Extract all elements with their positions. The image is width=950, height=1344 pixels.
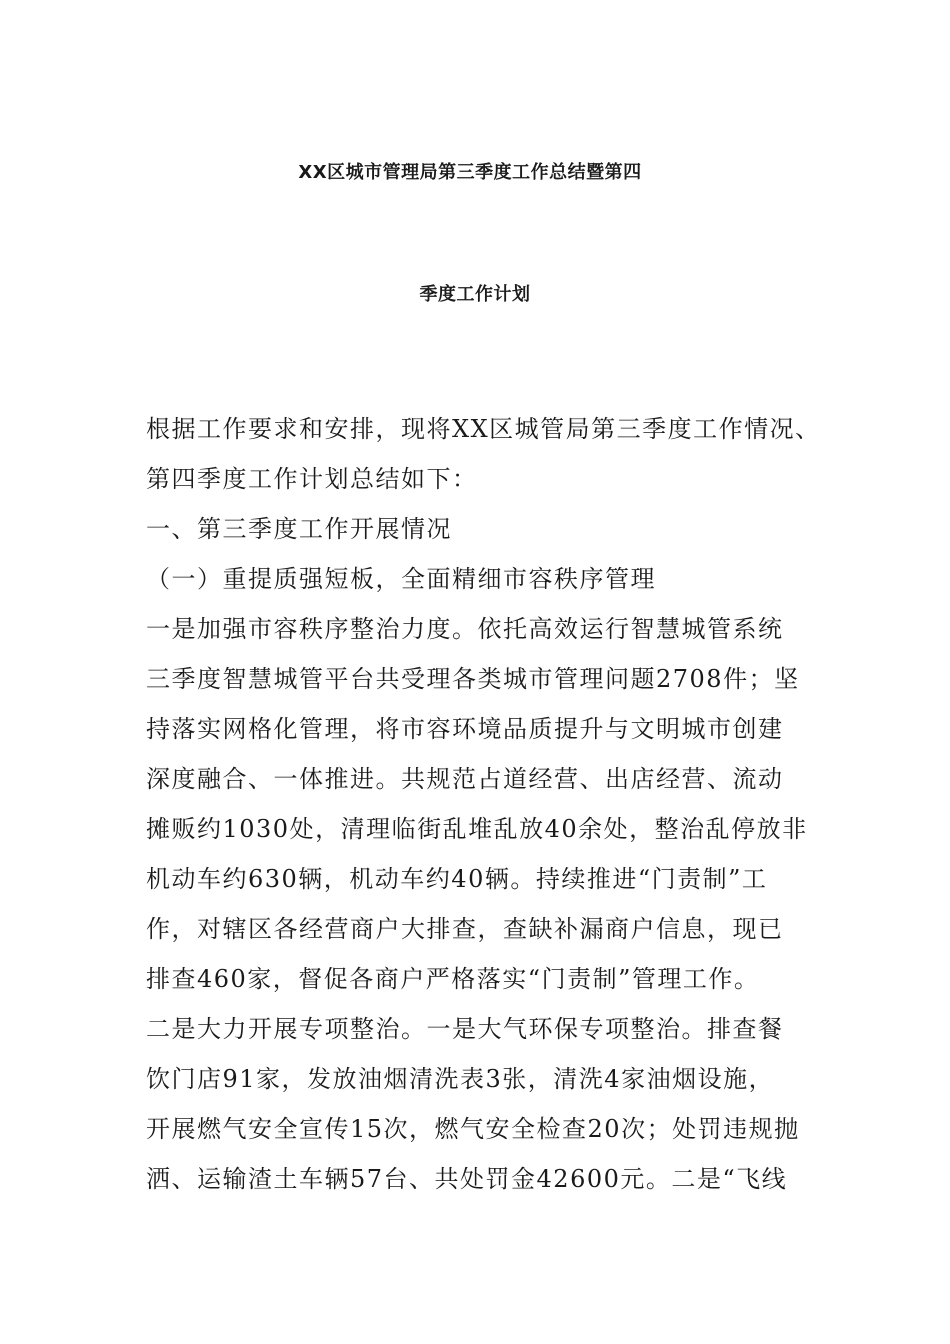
body-line: 持落实网格化管理，将市容环境品质提升与文明城市创建 xyxy=(146,715,784,743)
body-line: 一是加强市容秩序整治力度。依托高效运行智慧城管系统 xyxy=(146,615,784,643)
section-heading: 一、第三季度工作开展情况 xyxy=(146,515,452,543)
body-line: 深度融合、一体推进。共规范占道经营、出店经营、流动 xyxy=(146,765,784,793)
body-line: 排查460家，督促各商户严格落实“门责制”管理工作。 xyxy=(146,965,760,993)
subsection-heading: （一）重提质强短板，全面精细市容秩序管理 xyxy=(146,565,656,593)
body-line: 三季度智慧城管平台共受理各类城市管理问题2708件；坚 xyxy=(146,665,800,693)
document-title-line-1: XX区城市管理局第三季度工作总结暨第四 xyxy=(298,162,642,183)
body-line: 机动车约630辆，机动车约40辆。持续推进“门责制”工 xyxy=(146,865,768,893)
body-line: 开展燃气安全宣传15次，燃气安全检查20次；处罚违规抛 xyxy=(146,1115,800,1143)
body-line: 二是大力开展专项整治。一是大气环保专项整治。排查餐 xyxy=(146,1015,784,1043)
body-line: 根据工作要求和安排，现将XX区城管局第三季度工作情况、 xyxy=(146,415,821,443)
document-title-line-2: 季度工作计划 xyxy=(419,284,531,305)
body-line: 摊贩约1030处，清理临街乱堆乱放40余处，整治乱停放非 xyxy=(146,815,808,843)
body-line: 第四季度工作计划总结如下： xyxy=(146,465,478,493)
body-line: 洒、运输渣土车辆57台、共处罚金42600元。二是“飞线 xyxy=(146,1165,788,1193)
body-line: 饮门店91家，发放油烟清洗表3张，清洗4家油烟设施， xyxy=(146,1065,775,1093)
body-line: 作，对辖区各经营商户大排查，查缺补漏商户信息，现已 xyxy=(146,915,784,943)
